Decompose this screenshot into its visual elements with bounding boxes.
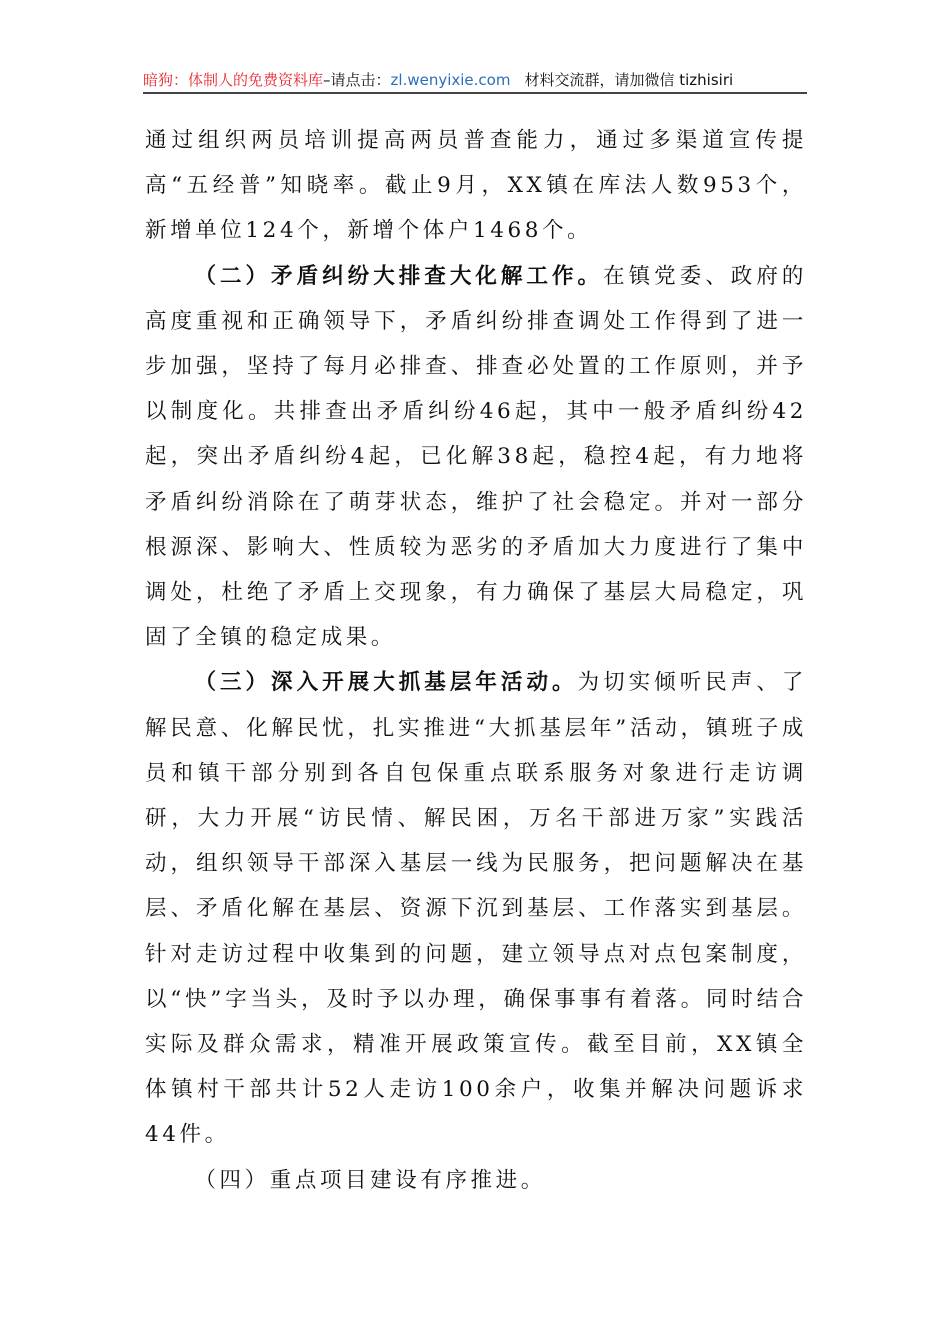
header-contact: 材料交流群，请加微信 tizhisiri: [524, 71, 734, 89]
section-heading-3: （三）深入开展大抓基层年活动。: [194, 670, 578, 696]
paragraph-text: 在镇党委、政府的高度重视和正确领导下，矛盾纠纷排查调处工作得到了进一步加强，坚持了每月必排查、排查必处置的工作原则，并予以制度化。共排查出矛盾纠纷46起，其中一般矛盾纠纷42起，突出矛盾纠纷4起，已化解38起，稳控4起，有力地将矛盾纠纷消除在了萌芽状态，维护了社会稳定。并对一部分根源深、影响大、性质较为恶劣的矛盾加大力度进行了集中调处，杜绝了矛盾上交现象，有力确保了基层大局稳定，巩固了全镇的稳定成果。: [145, 263, 807, 651]
header-site-name: 暗狗：体制人的免费资料库: [143, 71, 324, 89]
header-prompt: –请点击：: [323, 71, 391, 89]
paragraph-section-4: [145, 1158, 807, 1203]
paragraph-continuation: [145, 118, 807, 254]
section-heading-4: （四）重点项目建设有序推进。: [194, 1167, 546, 1193]
page-header: [143, 68, 807, 92]
paragraph-section-3: [145, 660, 807, 1157]
paragraph-section-2: [145, 254, 807, 661]
paragraph-text: 为切实倾听民声、了解民意、化解民忧，扎实推进“大抓基层年”活动，镇班子成员和镇干部分别到各自包保重点联系服务对象进行走访调研，大力开展“访民情、解民困，万名干部进万家”实践活动，组织领导干部深入基层一线为民服务，把问题解决在基层、矛盾化解在基层、资源下沉到基层、工作落实到基层。针对走访过程中收集到的问题，建立领导点对点包案制度，以“快”字当头，及时予以办理，确保事事有着落。同时结合实际及群众需求，精准开展政策宣传。截至目前，XX镇全体镇村干部共计52人走访100余户，收集并解决问题诉求44件。: [145, 670, 807, 1148]
paragraph-text: 通过组织两员培训提高两员普查能力，通过多渠道宣传提高“五经普”知晓率。截止9月，XX镇在库法人数953个，新增单位124个，新增个体户1468个。: [145, 128, 807, 244]
header-url-link[interactable]: zl.wenyixie.com: [390, 71, 511, 89]
section-heading-2: （二）矛盾纠纷大排查大化解工作。: [194, 263, 604, 289]
header-divider: [143, 92, 807, 94]
document-body: [145, 118, 807, 1203]
